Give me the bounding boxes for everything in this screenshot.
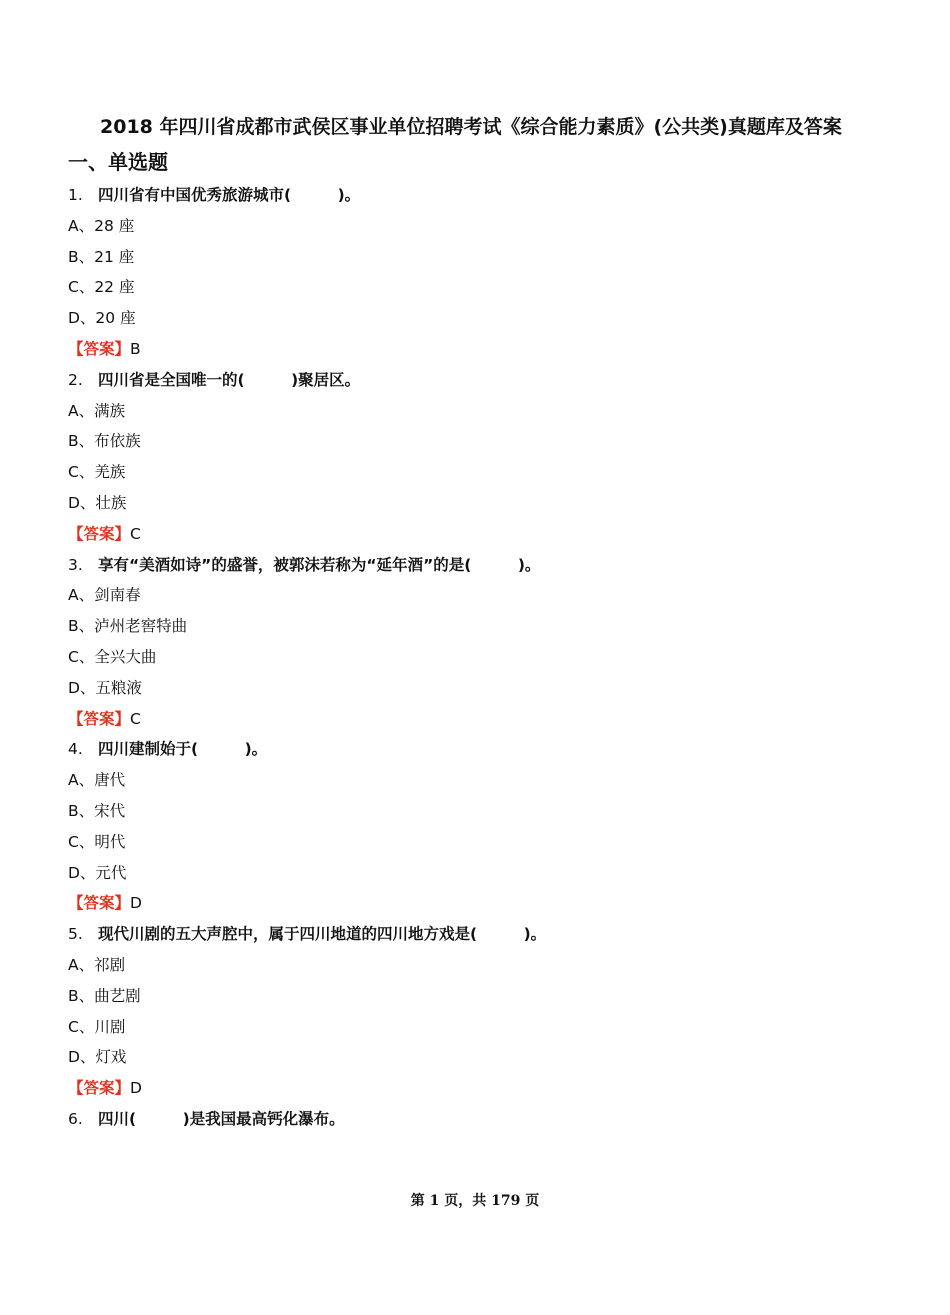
option-a: A、剑南春 bbox=[68, 586, 141, 605]
answer-value: B bbox=[130, 339, 141, 358]
option-a: A、祁剧 bbox=[68, 955, 126, 974]
option-c: C、川剧 bbox=[68, 1017, 126, 1036]
option-d: D、灯戏 bbox=[68, 1048, 127, 1067]
question-text: 四川( )是我国最高钙化瀑布。 bbox=[98, 1109, 345, 1128]
option-a: A、满族 bbox=[68, 401, 126, 420]
option-d: D、元代 bbox=[68, 863, 127, 882]
answer-line bbox=[68, 1073, 908, 1104]
question-stem bbox=[68, 1104, 908, 1135]
question-stem bbox=[68, 734, 908, 765]
option-b: B、曲艺剧 bbox=[68, 986, 141, 1005]
answer-value: C bbox=[130, 709, 141, 728]
answer-value: D bbox=[130, 1079, 142, 1098]
answer-value: C bbox=[130, 524, 141, 543]
answer-label: 【答案】 bbox=[68, 709, 131, 728]
answer-line bbox=[68, 888, 908, 919]
option-d: D、20 座 bbox=[68, 309, 136, 328]
document-title: 2018 年四川省成都市武侯区事业单位招聘考试《综合能力素质》(公共类)真题库及答案 bbox=[100, 116, 842, 138]
answer-line bbox=[68, 334, 908, 365]
question-number: 5. bbox=[68, 925, 83, 944]
option-a: A、唐代 bbox=[68, 771, 126, 790]
question-number: 2. bbox=[68, 370, 83, 389]
question-number: 4. bbox=[68, 740, 83, 759]
question-text: 四川建制始于( )。 bbox=[98, 740, 268, 759]
option-b: B、布依族 bbox=[68, 432, 141, 451]
option-a: A、28 座 bbox=[68, 216, 135, 235]
answer-value: D bbox=[130, 894, 142, 913]
option-d: D、壮族 bbox=[68, 493, 127, 512]
question-list bbox=[68, 180, 908, 1135]
option-b: B、21 座 bbox=[68, 247, 135, 266]
question-text: 享有“美酒如诗”的盛誉，被郭沫若称为“延年酒”的是( )。 bbox=[98, 555, 541, 574]
question-stem bbox=[68, 180, 908, 211]
question-text: 四川省是全国唯一的( )聚居区。 bbox=[98, 370, 361, 389]
answer-label: 【答案】 bbox=[68, 524, 131, 543]
question-text: 现代川剧的五大声腔中，属于四川地道的四川地方戏是( )。 bbox=[98, 925, 547, 944]
answer-line bbox=[68, 519, 908, 550]
answer-line bbox=[68, 704, 908, 735]
question-stem bbox=[68, 550, 908, 581]
question-stem bbox=[68, 365, 908, 396]
question-stem bbox=[68, 919, 908, 950]
question-text: 四川省有中国优秀旅游城市( )。 bbox=[98, 186, 361, 204]
option-c: C、明代 bbox=[68, 832, 126, 851]
answer-label: 【答案】 bbox=[68, 894, 131, 913]
question-number: 1. bbox=[68, 186, 83, 204]
option-b: B、泸州老窖特曲 bbox=[68, 617, 188, 636]
option-c: C、全兴大曲 bbox=[68, 647, 157, 666]
option-c: C、22 座 bbox=[68, 278, 135, 297]
section-heading: 一、单选题 bbox=[68, 150, 168, 174]
question-number: 6. bbox=[68, 1109, 83, 1128]
option-d: D、五粮液 bbox=[68, 678, 142, 697]
answer-label: 【答案】 bbox=[68, 1079, 131, 1098]
answer-label: 【答案】 bbox=[68, 339, 131, 358]
option-c: C、羌族 bbox=[68, 463, 126, 482]
question-number: 3. bbox=[68, 555, 83, 574]
option-b: B、宋代 bbox=[68, 801, 126, 820]
page-footer: 第 1 页，共 179 页 bbox=[410, 1193, 540, 1209]
